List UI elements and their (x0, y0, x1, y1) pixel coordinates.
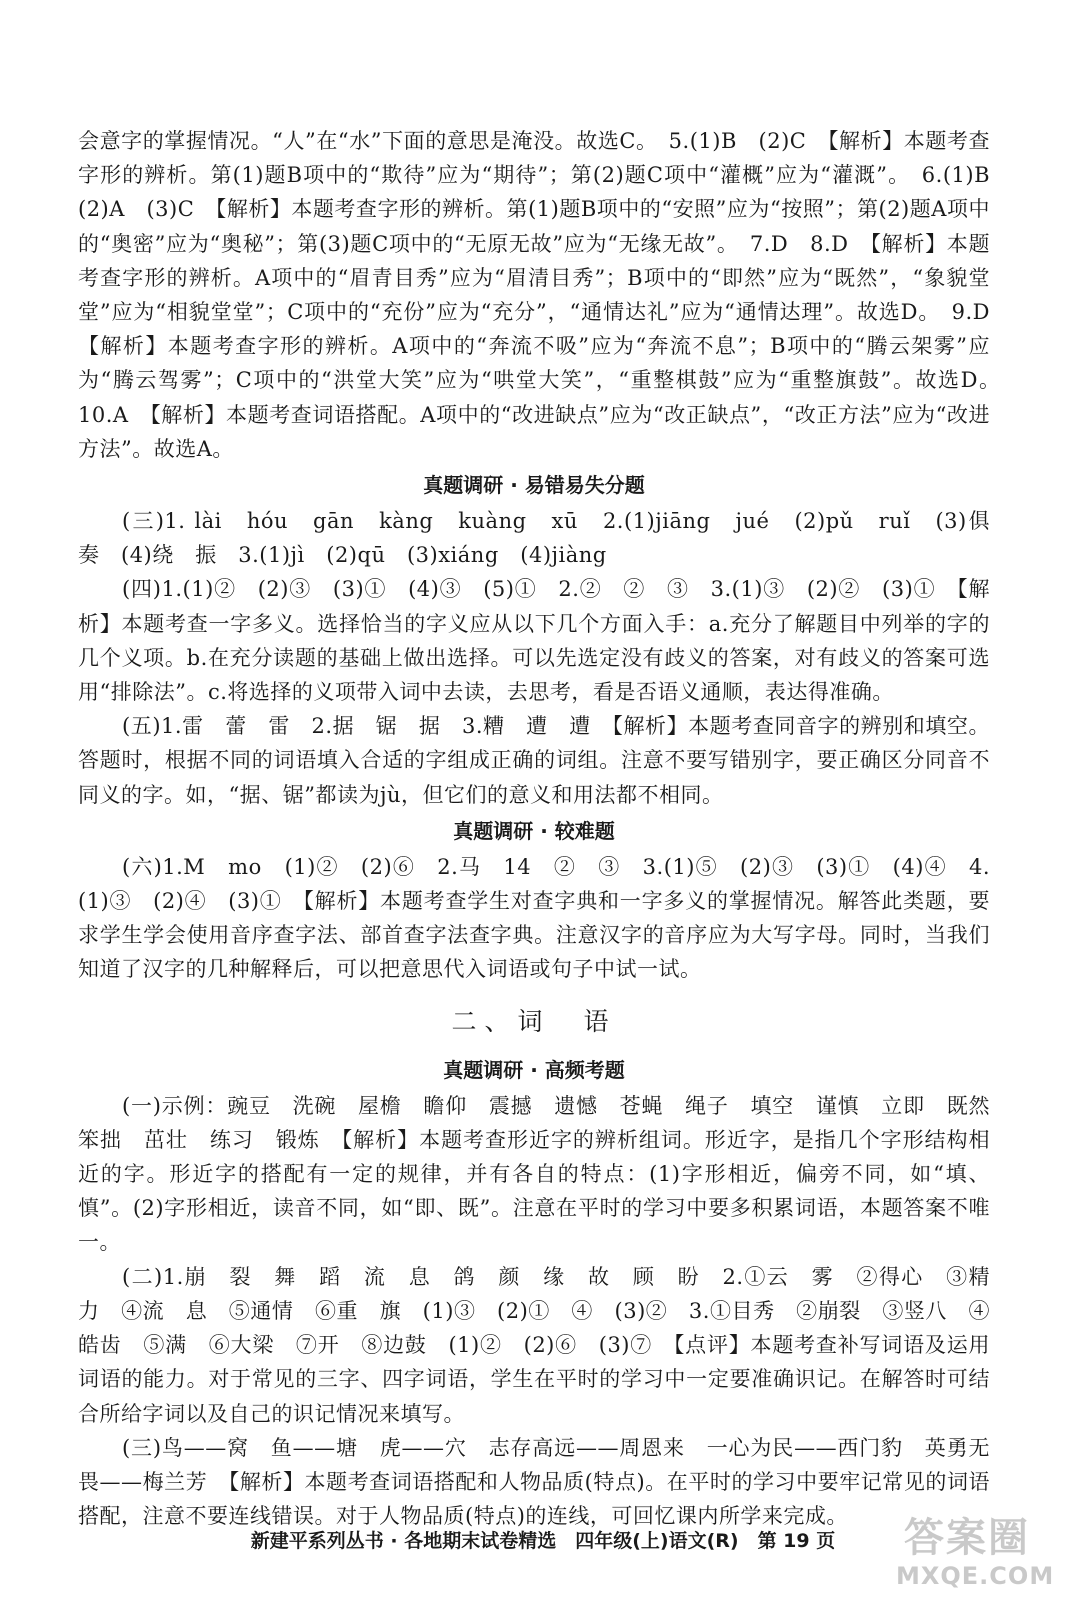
paragraph-part-6: (六)1.M mo (1)② (2)⑥ 2.马 14 ② ③ 3.(1)⑤ (2)③ (3)① (4)④ 4.(1)③ (2)④ (3)① 【解析】本题考查学生对查字典和一字多义的掌握情况。解答此类题，要求学生学会使用音序查字法、部首查字法查字典。注意汉字的音序应为大写字母。同时，当我们知道了汉字的几种解释后，可以把意思代入词语或句子中试一试。 (78, 854, 990, 982)
chapter-title-words: 二、词 语 (451, 1006, 617, 1036)
paragraph-continued: 会意字的掌握情况。“人”在“水”下面的意思是淹没。故选C。 5.(1)B (2)C 【解析】本题考查字形的辨析。第(1)题B项中的“欺待”应为“期待”；第(2)题C项中“灌概”应为“灌溉”。 6.(1)B (2)A (3)C 【解析】本题考查字形的辨析。第(1)题B项中的“安照”应为“按照”；第(2)题A项中的“奥密”应为“奥秘”；第(3)题C项中的“无原无故”应为“无缘无故”。 7.D 8.D 【解析】本题考查字形的辨析。A项中的“眉青目秀”应为“眉清目秀”；B项中的“即然”应为“既然”，“象貌堂堂”应为“相貌堂堂”；C项中的“充份”应为“充分”，“通情达礼”应为“通情达理”。故选D。 9.D 【解析】本题考查字形的辨析。A项中的“奔流不吸”应为“奔流不息”；B项中的“腾云架雾”应为“腾云驾雾”；C项中的“洪堂大笑”应为“哄堂大笑”，“重整棋鼓”应为“重整旗鼓”。故选D。 10.A 【解析】本题考查词语搭配。A项中的“改进缺点”应为“改正缺点”，“改正方法”应为“改进方法”。故选A。 (78, 129, 1012, 461)
watermark-text: 答案圈 (904, 1515, 1030, 1561)
watermark-logo (896, 1506, 1068, 1592)
watermark-url: MXQE.COM (896, 1562, 1055, 1590)
section-title-error-prone: 真题调研 · 易错易失分题 (423, 473, 645, 498)
paragraph-part-3: (三)1. lài hóu gān kàng kuàng xū 2.(1)jiāng jué (2)pǔ ruǐ (3)俱 奏 (4)绕 振 3.(1)jì (2)qū (3)xiáng (4)jiàng (78, 509, 1012, 568)
paragraph-words-3: (三)鸟——窝 鱼——塘 虎——穴 志存高远——周恩来 一心为民——西门豹 英勇无畏——梅兰芳 【解析】本题考查词语搭配和人物品质(特点)。在平时的学习中要牢记常见的词语搭配，注意不要连线错误。对于人物品质(特点)的连线，可回忆课内所学来完成。 (78, 1435, 990, 1529)
page-footer: 新建平系列丛书 · 各地期末试卷精选 四年级(上)语文(R) 第 19 页 (250, 1530, 836, 1552)
paragraph-words-1: (一)示例：豌豆 洗碗 屋檐 瞻仰 震撼 遗憾 苍蝇 绳子 填空 谨慎 立即 既然 笨拙 茁壮 练习 锻炼 【解析】本题考查形近字的辨析组词。形近字，是指几个字形结构相近的字。形近字的搭配有一定的规律，并有各自的特点：(1)字形相近，偏旁不同，如“填、慎”。(2)字形相近，读音不同，如“即、既”。注意在平时的学习中要多积累词语，本题答案不唯一。 (78, 1093, 1012, 1255)
section-title-difficult: 真题调研 · 较难题 (453, 818, 615, 843)
paragraph-words-2: (二)1.崩 裂 舞 蹈 流 息 鸽 颜 缘 故 顾 盼 2.①云 雾 ②得心 ③精 力 ④流 息 ⑤通情 ⑥重 旗 (1)③ (2)① ④ (3)② 3.①目秀 ②崩裂 ③竖八 ④皓齿 ⑤满 ⑥大梁 ⑦开 ⑧边鼓 (1)② (2)⑥ (3)⑦ 【点评】本题考查补写词语及运用词语的能力。对于常见的三字、四字词语，学生在平时的学习中一定要准确识记。在解答时可结合所给字词以及自己的识记情况来填写。 (78, 1264, 1012, 1426)
section-title-high-frequency: 真题调研 · 高频考题 (443, 1057, 625, 1082)
answer-content (78, 124, 1012, 1533)
paragraph-part-5: (五)1.雷 蕾 雷 2.据 锯 据 3.糟 遭 遭 【解析】本题考查同音字的辨别和填空。答题时，根据不同的词语填入合适的字组成正确的词组。注意不要写错别字，要正确区分同音不同义的字。如，“据、锯”都读为jù，但它们的意义和用法都不相同。 (78, 714, 990, 807)
paragraph-part-4: (四)1.(1)② (2)③ (3)① (4)③ (5)① 2.② ② ③ 3.(1)③ (2)② (3)① 【解析】本题考查一字多义。选择恰当的字义应从以下几个方面入手：a.充分了解题目中列举的字的几个义项。b.在充分读题的基础上做出选择。可以先选定没有歧义的答案，对有歧义的答案可选用“排除法”。c.将选择的义项带入词中去读，去思考，看是否语义通顺，表达得准确。 (78, 577, 990, 705)
